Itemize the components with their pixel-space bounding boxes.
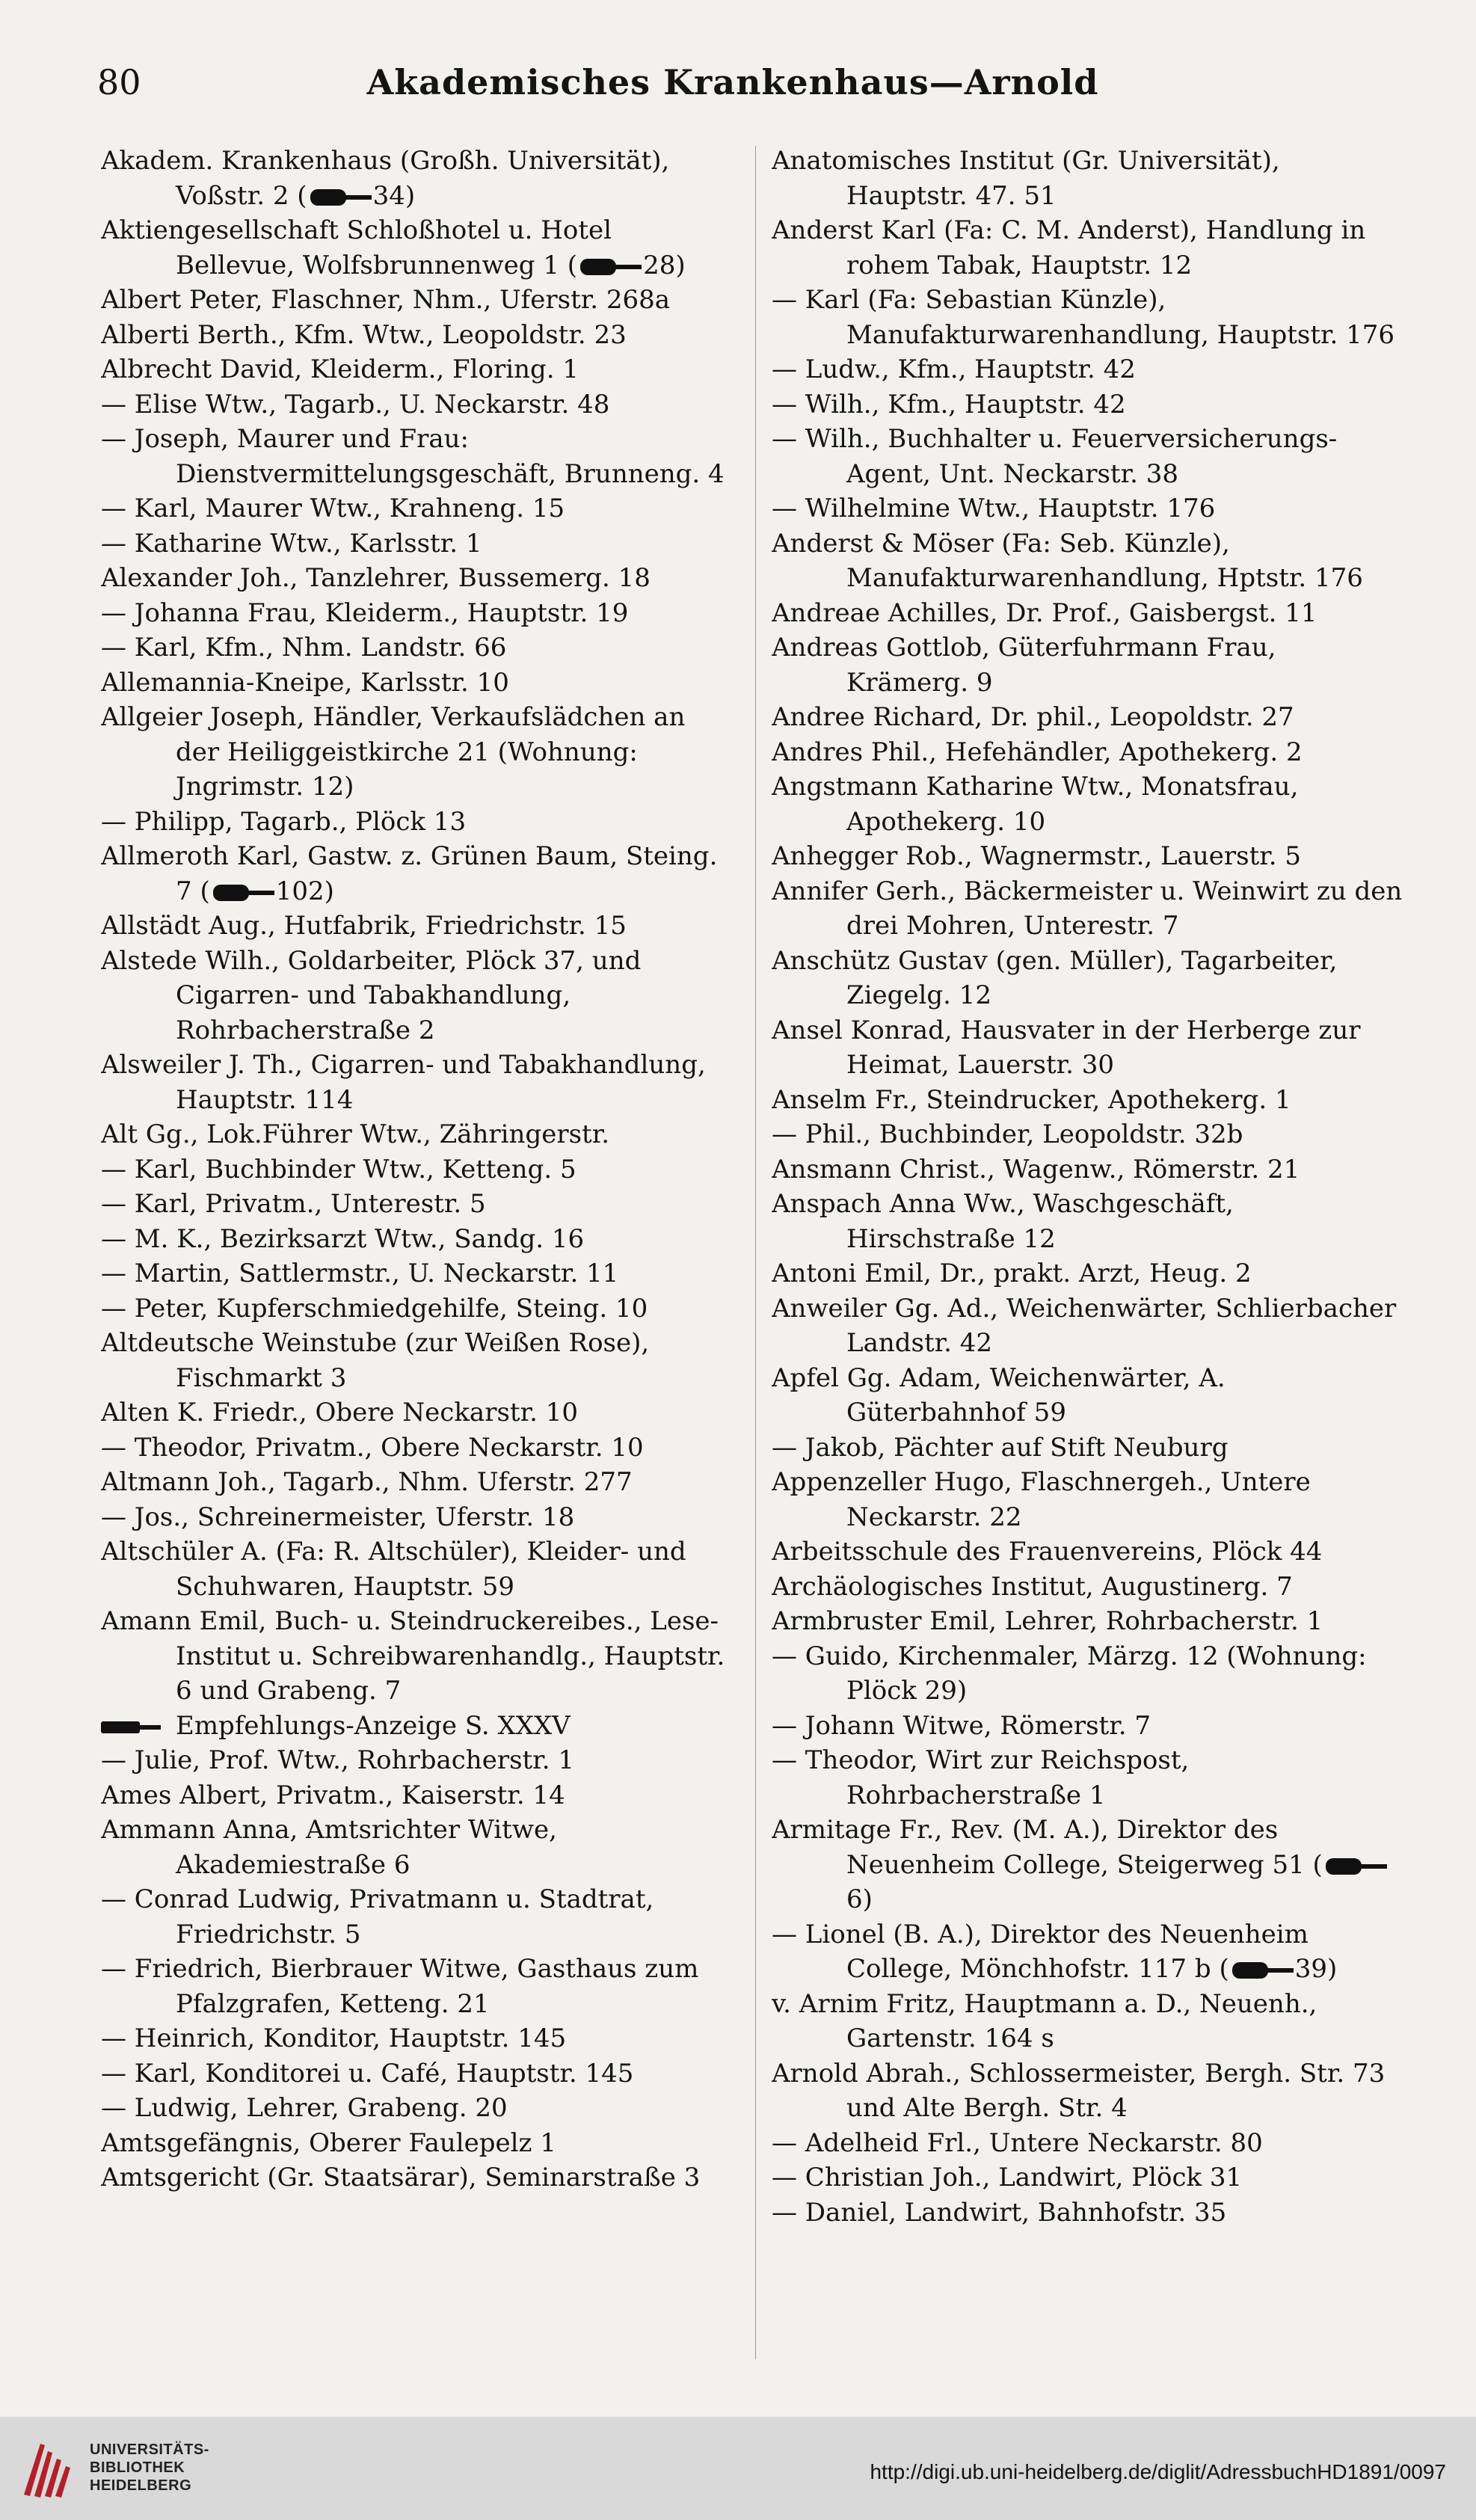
directory-entry (772, 1570, 1403, 1605)
entry-text: Albrecht David, Kleiderm., Floring. 1 (101, 354, 579, 384)
directory-entry (101, 2160, 733, 2195)
entry-text: — Elise Wtw., Tagarb., U. Neckarstr. 48 (101, 389, 610, 420)
directory-entry (101, 1534, 733, 1604)
entry-text: — Lionel (B. A.), Direktor des Neuenheim College, Mönchhofstr. 117 b (772, 1919, 1309, 1984)
entry-text: Armitage Fr., Rev. (M. A.), Direktor des Neuenheim College, Steigerweg 51 (772, 1815, 1305, 1880)
entry-text: — Phil., Buchbinder, Leopoldstr. 32b (772, 1119, 1243, 1149)
entry-text: — Karl, Privatm., Unterestr. 5 (101, 1189, 486, 1219)
directory-entry (772, 144, 1403, 213)
entry-text: — Wilh., Buchhalter u. Feuerversicherungs-Agent, Unt. Neckarstr. 38 (772, 424, 1338, 489)
directory-entry (101, 944, 733, 1048)
entry-text: Anweiler Gg. Ad., Weichenwärter, Schlierbacher Landstr. 42 (772, 1293, 1397, 1358)
directory-entry (772, 1083, 1403, 1118)
directory-entry (101, 630, 733, 666)
entry-text: Andree Richard, Dr. phil., Leopoldstr. 27 (772, 702, 1294, 732)
phone-number: 6 (846, 1884, 863, 1914)
entry-text: Albert Peter, Flaschner, Nhm., Uferstr. 268a (101, 285, 671, 315)
viewer-footer (0, 2417, 1476, 2520)
directory-entry (772, 2056, 1403, 2126)
directory-entry (101, 805, 733, 840)
entry-text: — Ludwig, Lehrer, Grabeng. 20 (101, 2093, 508, 2123)
library-name: UNIVERSITÄTS- BIBLIOTHEK HEIDELBERG (90, 2441, 209, 2494)
directory-entry (772, 839, 1403, 874)
directory-entry (772, 213, 1403, 283)
entry-text: Anschütz Gustav (gen. Müller), Tagarbeiter, Ziegelg. 12 (772, 945, 1338, 1010)
entry-text: Archäologisches Institut, Augustinerg. 7 (772, 1571, 1293, 1602)
directory-entry: Allmeroth Karl, Gastw. z. Grünen Baum, Steing. 7 ( 102) (101, 841, 718, 906)
entry-text: Arnold Abrah., Schlossermeister, Bergh. Str. 73 und Alte Bergh. Str. 4 (772, 2058, 1386, 2123)
entry-text: Ammann Anna, Amtsrichter Witwe, Akademiestraße 6 (101, 1815, 557, 1880)
directory-entry (772, 1743, 1403, 1813)
entry-text: Altschüler A. (Fa: R. Altschüler), Kleider- und Schuhwaren, Hauptstr. 59 (101, 1537, 686, 1602)
phone-number: 102 (275, 876, 325, 906)
directory-entry (101, 2021, 733, 2056)
directory-entry (101, 666, 733, 701)
directory-entry (101, 909, 733, 944)
entry-text: Anderst & Möser (Fa: Seb. Künzle), Manufakturwarenhandlung, Hptstr. 176 (772, 528, 1363, 593)
entry-text: Armbruster Emil, Lehrer, Rohrbacherstr. 1 (772, 1606, 1323, 1636)
directory-entry (101, 1291, 733, 1327)
directory-entry (101, 387, 733, 422)
entry-text: Amtsgericht (Gr. Staatsärar), Seminarstraße 3 (101, 2163, 701, 2192)
entry-text: Appenzeller Hugo, Flaschnergeh., Untere Neckarstr. 22 (772, 1467, 1311, 1532)
directory-entry (772, 1291, 1403, 1361)
directory-entry (772, 944, 1403, 1013)
entry-text: Antoni Emil, Dr., prakt. Arzt, Heug. 2 (772, 1259, 1252, 1288)
directory-entry (101, 422, 733, 491)
directory-entry (101, 1952, 733, 2021)
directory-entry (772, 1013, 1403, 1083)
entry-text: Andreas Gottlob, Güterfuhrmann Frau, Krämerg. 9 (772, 633, 1276, 698)
page-number: 80 (97, 62, 141, 102)
directory-entry (772, 769, 1403, 839)
entry-text: Alsweiler J. Th., Cigarren- und Tabakhandlung, Hauptstr. 114 (101, 1050, 706, 1115)
directory-entry (772, 1117, 1403, 1152)
phone-number: 34 (372, 180, 405, 211)
directory-entry (101, 2126, 733, 2161)
entry-text: — Wilhelmine Wtw., Hauptstr. 176 (772, 494, 1216, 523)
entry-text: Allemannia-Kneipe, Karlsstr. 10 (101, 667, 509, 698)
right-column (772, 144, 1403, 2379)
directory-entry (101, 1326, 733, 1395)
directory-entry: Aktiengesellschaft Schloßhotel u. Hotel Bellevue, Wolfsbrunnenweg 1 ( 28) (101, 215, 686, 280)
directory-entry (772, 735, 1403, 770)
directory-entry (772, 2160, 1403, 2195)
directory-entry (101, 526, 733, 562)
directory-entry (772, 1604, 1403, 1639)
telephone-receiver-icon (1229, 1959, 1295, 1982)
entry-text: — Peter, Kupferschmiedgehilfe, Steing. 10 (101, 1293, 648, 1324)
phone-number: 28 (643, 250, 676, 280)
entry-text: Amann Emil, Buch- u. Steindruckereibes., Lese-Institut u. Schreibwarenhandlg., Hauptstr. 6 und Grabeng. 7 (101, 1606, 725, 1706)
directory-entry: Armitage Fr., Rev. (M. A.), Direktor des Neuenheim College, Steigerweg 51 (6) (772, 1813, 1403, 1917)
entry-text: v. Arnim Fritz, Hauptmann a. D., Neuenh., Gartenstr. 164 s (772, 1988, 1317, 2053)
entry-text: Angstmann Katharine Wtw., Monatsfrau, Apothekerg. 10 (772, 772, 1299, 837)
directory-entry (101, 1743, 733, 1778)
entry-text: Akadem. Krankenhaus (Großh. Universität), Voßstr. 2 (101, 146, 670, 211)
directory-entry (101, 1222, 733, 1257)
directory-entry (772, 2126, 1403, 2161)
directory-entry (101, 352, 733, 387)
entry-text: — Daniel, Landwirt, Bahnhofstr. 35 (772, 2197, 1227, 2228)
entry-text: — Martin, Sattlermstr., U. Neckarstr. 11 (101, 1259, 619, 1288)
entry-text: — Theodor, Wirt zur Reichspost, Rohrbacherstraße 1 (772, 1745, 1190, 1810)
directory-entry (101, 1709, 733, 1744)
entry-text: Anhegger Rob., Wagnermstr., Lauerstr. 5 (772, 841, 1302, 871)
entry-text: Alten K. Friedr., Obere Neckarstr. 10 (101, 1398, 578, 1428)
telephone-receiver-icon (307, 186, 373, 209)
entry-text: Alberti Berth., Kfm. Wtw., Leopoldstr. 23 (101, 319, 627, 350)
directory-entry (101, 283, 733, 318)
directory-entry (772, 1534, 1403, 1570)
entry-text: — Katharine Wtw., Karlsstr. 1 (101, 528, 482, 559)
entry-text: — Karl (Fa: Sebastian Künzle), Manufakturwarenhandlung, Hauptstr. 176 (772, 285, 1395, 350)
directory-entry: — Lionel (B. A.), Direktor des Neuenheim College, Mönchhofstr. 117 b ( 39) (772, 1919, 1338, 1984)
directory-entry (772, 700, 1403, 735)
telephone-receiver-icon (1323, 1855, 1389, 1878)
directory-entry (772, 630, 1403, 700)
directory-entry (772, 526, 1403, 596)
entry-text: — Johanna Frau, Kleiderm., Hauptstr. 19 (101, 597, 629, 628)
running-title: Akademisches Krankenhaus—Arnold (366, 62, 1099, 102)
entry-text: Anderst Karl (Fa: C. M. Anderst), Handlung in rohem Tabak, Hauptstr. 12 (772, 215, 1366, 280)
directory-entry (101, 318, 733, 353)
page-header (97, 60, 1368, 112)
entry-text: Altmann Joh., Tagarb., Nhm. Uferstr. 277 (101, 1467, 633, 1497)
directory-entry (772, 874, 1403, 944)
entry-text: — Johann Witwe, Römerstr. 7 (772, 1710, 1151, 1741)
directory-entry (772, 1430, 1403, 1466)
permalink-url[interactable]: http://digi.ub.uni-heidelberg.de/diglit/AdressbuchHD1891/0097 (870, 2460, 1446, 2483)
entry-text: — Wilh., Kfm., Hauptstr. 42 (772, 389, 1126, 420)
entry-text: — Christian Joh., Landwirt, Plöck 31 (772, 2163, 1243, 2192)
directory-entry (101, 1430, 733, 1466)
directory-entry (772, 352, 1403, 387)
entry-text: Andreae Achilles, Dr. Prof., Gaisbergst. 11 (772, 597, 1317, 628)
entry-text: Apfel Gg. Adam, Weichenwärter, A. Güterbahnhof 59 (772, 1362, 1226, 1428)
entry-text: Annifer Gerh., Bäckermeister u. Weinwirt zu den drei Mohren, Unterestr. 7 (772, 876, 1403, 941)
entry-text: — Joseph, Maurer und Frau: Dienstvermittelungsgeschäft, Brunneng. 4 (101, 424, 725, 489)
directory-entry (101, 1187, 733, 1222)
directory-entry (772, 422, 1403, 491)
directory-entry (772, 387, 1403, 422)
entry-text: Allgeier Joseph, Händler, Verkaufslädchen an der Heiliggeistkirche 21 (Wohnung: Jngrimstr. 12) (101, 702, 686, 802)
entry-text: — M. K., Bezirksarzt Wtw., Sandg. 16 (101, 1223, 585, 1254)
entry-text: Alt Gg., Lok.Führer Wtw., Zähringerstr. (101, 1119, 610, 1149)
directory-entry (101, 596, 733, 631)
entry-text: Aktiengesellschaft Schloßhotel u. Hotel Bellevue, Wolfsbrunnenweg 1 (101, 215, 612, 280)
pointing-hand-icon (101, 1717, 161, 1738)
entry-text: Anatomisches Institut (Gr. Universität), Hauptstr. 47. 51 (772, 146, 1280, 211)
entry-text: — Jakob, Pächter auf Stift Neuburg (772, 1432, 1229, 1463)
entry-text: Anspach Anna Ww., Waschgeschäft, Hirschstraße 12 (772, 1189, 1234, 1254)
directory-entry (101, 2091, 733, 2126)
entry-text: — Karl, Kfm., Nhm. Landstr. 66 (101, 633, 507, 663)
entry-text: — Julie, Prof. Wtw., Rohrbacherstr. 1 (101, 1745, 574, 1775)
entry-text: Ansel Konrad, Hausvater in der Herberge zur Heimat, Lauerstr. 30 (772, 1015, 1361, 1080)
entry-text: Ansmann Christ., Wagenw., Römerstr. 21 (772, 1154, 1300, 1184)
entry-text: — Karl, Maurer Wtw., Krahneng. 15 (101, 494, 565, 523)
directory-entry: Akadem. Krankenhaus (Großh. Universität), Voßstr. 2 ( 34) (101, 146, 670, 211)
directory-entry (101, 1152, 733, 1187)
directory-entry (101, 1778, 733, 1813)
column-divider (755, 146, 756, 2359)
directory-entry (101, 1500, 733, 1535)
entry-text: — Philipp, Tagarb., Plöck 13 (101, 806, 467, 837)
left-column (101, 144, 733, 2379)
entry-text: Altdeutsche Weinstube (zur Weißen Rose), Fischmarkt 3 (101, 1328, 650, 1393)
directory-entry (101, 1048, 733, 1117)
entry-text: — Ludw., Kfm., Hauptstr. 42 (772, 354, 1136, 384)
directory-entry (772, 1256, 1403, 1291)
entry-text: Empfehlungs-Anzeige S. XXXV (176, 1710, 571, 1741)
entry-text: Arbeitsschule des Frauenvereins, Plöck 44 (772, 1537, 1323, 1567)
entry-text: Alexander Joh., Tanzlehrer, Bussemerg. 18 (101, 563, 651, 593)
entry-text: — Theodor, Privatm., Obere Neckarstr. 10 (101, 1432, 644, 1463)
phone-number: 39 (1294, 1954, 1327, 1984)
entry-text: Allstädt Aug., Hutfabrik, Friedrichstr. 15 (101, 911, 627, 941)
directory-entry (772, 596, 1403, 631)
entry-text: — Conrad Ludwig, Privatmann u. Stadtrat, Friedrichstr. 5 (101, 1884, 654, 1949)
entry-text: Andres Phil., Hefehändler, Apothekerg. 2 (772, 737, 1303, 767)
directory-entry (772, 1361, 1403, 1430)
entry-text: Alstede Wilh., Goldarbeiter, Plöck 37, und Cigarren- und Tabakhandlung, Rohrbacherstraße 2 (101, 945, 642, 1045)
directory-entry (772, 1465, 1403, 1534)
entry-text: Anselm Fr., Steindrucker, Apothekerg. 1 (772, 1084, 1291, 1115)
entry-text: — Adelheid Frl., Untere Neckarstr. 80 (772, 2127, 1263, 2158)
entry-text: Amtsgefängnis, Oberer Faulepelz 1 (101, 2127, 556, 2158)
entry-text: Allmeroth Karl, Gastw. z. Grünen Baum, Steing. 7 (101, 841, 718, 906)
directory-entry (772, 1187, 1403, 1256)
entry-text: — Karl, Buchbinder Wtw., Ketteng. 5 (101, 1154, 576, 1184)
telephone-receiver-icon (210, 882, 276, 904)
directory-entry (772, 2195, 1403, 2231)
directory-entry (772, 491, 1403, 526)
entry-text: — Karl, Konditorei u. Café, Hauptstr. 145 (101, 2058, 634, 2089)
entry-text: Ames Albert, Privatm., Kaiserstr. 14 (101, 1780, 565, 1810)
directory-entry (101, 2056, 733, 2092)
directory-entry (772, 1152, 1403, 1187)
directory-entry (101, 561, 733, 596)
directory-entry (101, 1395, 733, 1430)
directory-entry (772, 1987, 1403, 2056)
directory-entry (772, 283, 1403, 352)
university-library-logo (18, 2436, 82, 2501)
directory-entry (101, 491, 733, 526)
directory-entry (101, 1813, 733, 1882)
directory-entry (772, 1709, 1403, 1744)
directory-entry (101, 1256, 733, 1291)
directory-entry (101, 700, 733, 805)
directory-entry (772, 1639, 1403, 1709)
entry-text: — Friedrich, Bierbrauer Witwe, Gasthaus zum Pfalzgrafen, Ketteng. 21 (101, 1954, 699, 2019)
directory-entry (101, 1882, 733, 1952)
telephone-receiver-icon (577, 256, 643, 278)
directory-entry (101, 1117, 733, 1152)
entry-text: — Guido, Kirchenmaler, Märzg. 12 (Wohnung: Plöck 29) (772, 1641, 1367, 1706)
entry-text: — Heinrich, Konditor, Hauptstr. 145 (101, 2023, 567, 2053)
directory-entry (101, 1465, 733, 1500)
directory-entry (101, 1604, 733, 1709)
entry-text: — Jos., Schreinermeister, Uferstr. 18 (101, 1502, 575, 1532)
